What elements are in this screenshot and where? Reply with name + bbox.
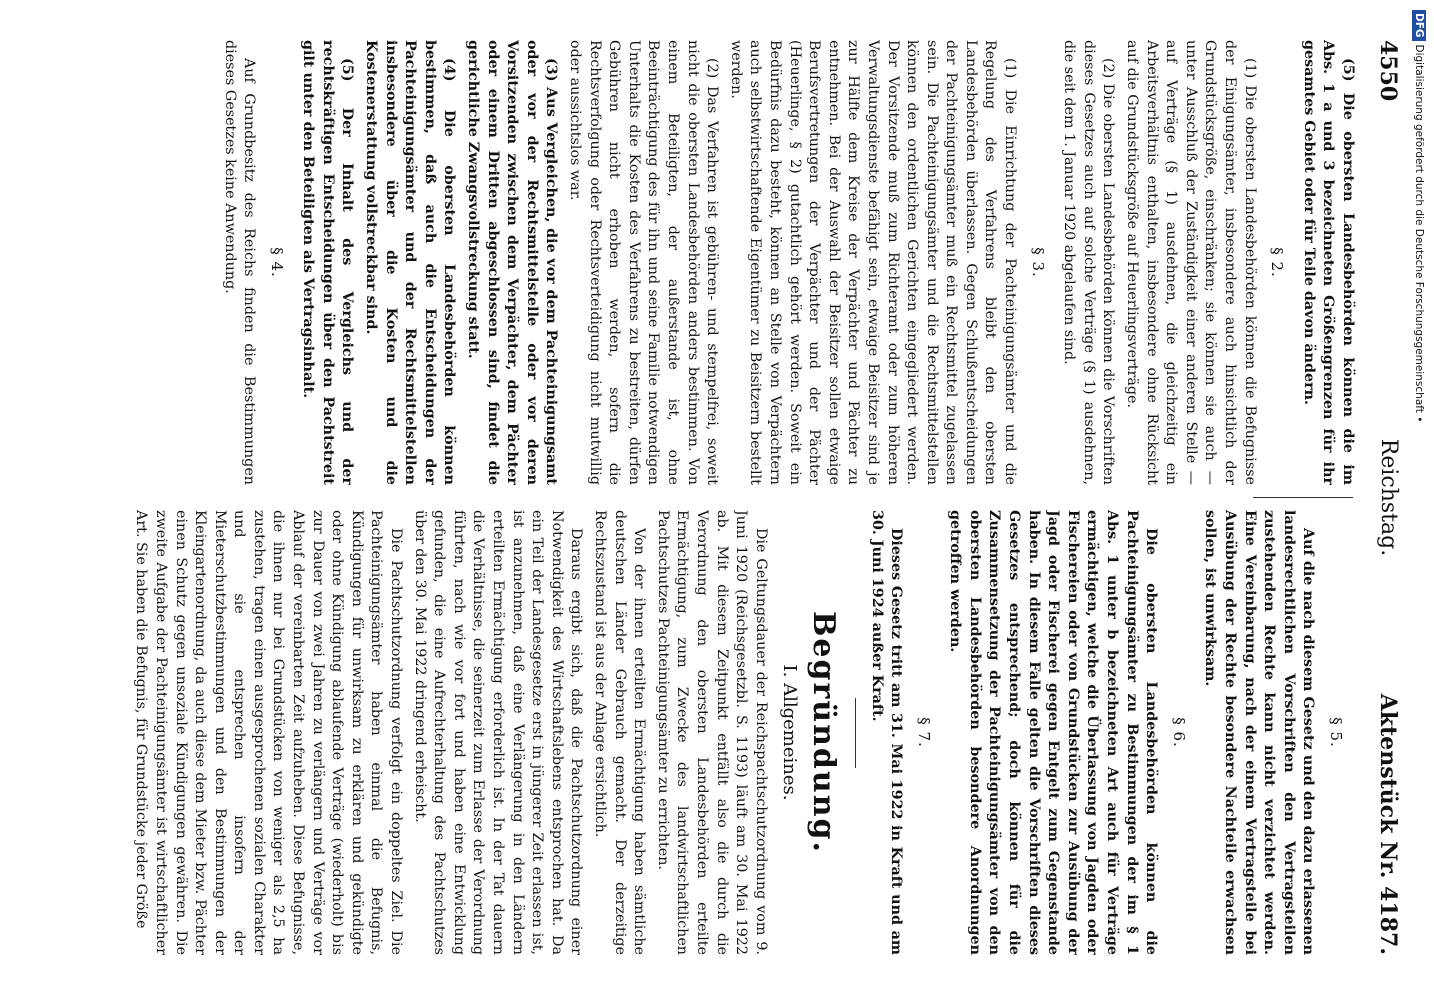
publication-name: Reichstag. (1376, 438, 1401, 557)
section-heading-4: § 4. (267, 247, 286, 278)
section-3-paragraph-5: (5) Der Inhalt des Vergleichs und der rechtskräftigen Entscheidungen über den Pachtstreit gilt unter den Beteiligten als Vertragsinhalt. (300, 40, 356, 485)
begruendung-paragraph-2: Von der ihnen erteilten Ermächtigung haben sämtliche deutschen Länder Gebrauch gemacht. Der derzeitige Rechtszustand ist aus der Anlage ersichtlich. (592, 510, 648, 955)
allgemeines-subheading: I. Allgemeines. (779, 664, 801, 801)
paragraph-5-bold: (5) Die obersten Landesbehörden können die im Abs. 1 a und 3 bezeichneten Größengrenzen für ihr gesamtes Gebiet oder für Teile davon ändern. (1300, 40, 1356, 485)
column-divider (1253, 497, 1353, 498)
section-heading-6: § 6. (1169, 717, 1188, 748)
dfg-sidebar-notice (1412, 10, 1426, 730)
section-4-paragraph-1: Auf Grundbesitz des Reichs finden die Bestimmungen dieses Gesetzes keine Anwendung. (221, 40, 258, 485)
section-3-paragraph-2: (2) Das Verfahren ist gebühren- und stempelfrei, soweit nicht die obersten Landesbehörden anders bestimmen. Von einem Beteiligten, der außerstande ist, ohne Beeinträchtigung des für ihn und seine Familie notwendigen Unterhalts die Kosten des Verfahrens zu bestreiten, dürfen Gebühren nicht erhoben werden, sofern die Rechtsverfolgung oder Rechtsverteidigung nicht mutwillig oder aussichtslos war. (567, 40, 721, 485)
page-header (1365, 40, 1405, 955)
document-page (50, 40, 1405, 955)
begruendung-paragraph-1: Die Geltungsdauer der Reichspachtschutzordnung vom 9. Juni 1920 (Reichsgesetzbl. S. 1193) läuft am 30. Mai 1922 ab. Mit diesem Zeitpunkt entfällt also die durch die Verordnung den obersten Landesbehörden erteilte Ermächtigung, zum Zwecke des landwirtschaftlichen Pachtschutzes Pachteinigungsämter zu errichten. (654, 510, 769, 955)
section-heading-5: § 5. (1327, 717, 1345, 748)
page-number: 4550 (1375, 40, 1401, 102)
section-divider (855, 698, 856, 768)
section-3-paragraph-3: (3) Aus Vergleichen, die vor dem Pachteinigungsamt oder vor der Rechtsmittelstelle oder vor deren Vorsitzenden zwischen dem Verpächter, dem Pächter oder einem Dritten abgeschlossen sind, findet die gerichtliche Zwangsvollstreckung statt. (465, 40, 560, 485)
section-2-paragraph-2: (2) Die obersten Landesbehörden können die Vorschriften dieses Gesetzes auch auf solche Verträge (§ 1) ausdehnen, die seit dem 1. Januar 1920 abgelaufen sind. (1061, 40, 1117, 485)
dfg-logo: DFG (1412, 10, 1426, 41)
section-2-paragraph-1: (1) Die obersten Landesbehörden können die Befugnisse der Einigungsämter, insbesondere auch hinsichtlich der Grundstücksgröße, einschränken; sie können sie auch — unter Ausschluß der Zuständigkeit einer anderen Stelle — auf Verträge (§ 1) ausdehnen, die gleichzeitig ein Arbeitsverhältnis enthalten, insbesondere ohne Rücksicht auf die Grundstücksgröße auf Heuerlingsverträge. (1124, 40, 1258, 485)
dfg-funding-text: Digitalisierung gefördert durch die Deutsche Forschungsgemeinschaft • (1413, 44, 1425, 423)
section-3-paragraph-4: (4) Die obersten Landesbehörden können bestimmen, daß auch die Entscheidungen der Pachteinigungsämter und der Rechtsmittelstellen insbesondere über die Kosten und die Kostenerstattung vollstreckbar sind. (363, 40, 458, 485)
left-column (57, 40, 1357, 485)
section-3-paragraph-1: (1) Die Einrichtung der Pachteinigungsämter und die Regelung des Verfahrens bleibt den obersten Landesbehörden überlassen. Gegen Schlußentscheidungen der Pachteinigungsämter muß ein Rechtsmittel zugelassen sein. Die Pachteinigungsämter und die Rechtsmittelstellen können den ordentlichen Gerichten eingegliedert werden. Der Vorsitzende muß zum Richteramt oder zum höheren Verwaltungsdienste befähigt sein, etwaige Beisitzer sind je zur Hälfte dem Kreise der Verpächter und Pächter zu entnehmen. Bei der Auswahl der Beisitzer sollen etwaige Berufsvertretungen der Verpächter und der Pächter (Heuerlinge, § 2) gutachtlich gehört werden. Soweit ein Bedürfnis dazu besteht, können an Stelle von Verpächtern auch selbstwirtschaftende Eigentümer zu Beisitzern bestellt werden. (727, 40, 1019, 485)
begruendung-paragraph-3: Daraus ergibt sich, daß die Pachtschutzordnung einer Notwendigkeit des Wirtschaftslebens entsprochen hat. Da ein Teil der Landesgesetze erst in jüngerer Zeit erlassen ist, ist anzunehmen, daß eine Verlängerung in den Ländern erteilten Ermächtigung erforderlich ist. In der Tat dauern die Verhältnisse, die seinerzeit zum Erlasse der Verordnung führten, nach wie vor fort und haben eine Entwicklung gefunden, die eine Aufrechterhaltung des Pachtschutzes über den 30. Mai 1922 dringend erheischt. (411, 510, 585, 955)
begruendung-paragraph-4: Die Pachtschutzordnung verfolgt ein doppeltes Ziel. Die Pachteinigungsämter haben einmal die Befugnis, Kündigungen für unwirksam zu erklären und gekündigte oder ohne Kündigung ablaufende Verträge (wiederholt) bis zur Dauer von zwei Jahren zu verlängern und Verträge vor Ablauf der vereinbarten Zeit aufzuheben. Diese Befugnisse, die ihnen nur bei Grundstücken von weniger als 2,5 ha zustehen, tragen einen ausgesprochenen sozialen Charakter und sie entsprechen insofern der Mieterschutzbestimmungen und den Bestimmungen der Kleingartenordnung, da auch diese dem Mieter bzw. Pächter einen Schutz gegen unsoziale Kündigungen gewähren. Die zweite Aufgabe der Pachteinigungsämter ist wirtschaftlicher Art. Sie haben die Befugnis, für Grundstücke jeder Größe (133, 510, 405, 955)
document-number: Aktenstück Nr. 4187. (1375, 693, 1401, 955)
section-5-paragraph-1: Auf die nach diesem Gesetz und den dazu erlassenen landesrechtlichen Vorschriften den Vertragsteilen zustehenden Rechte kann nicht verzichtet werden. Eine Vereinbarung, nach der einem Vertragsteile bei Ausübung der Rechte besondere Nachteile erwachsen sollen, ist unwirksam. (1202, 510, 1317, 955)
begruendung-title: Begründung. (805, 611, 841, 854)
section-heading-7: § 7. (914, 717, 933, 748)
section-heading-3: § 3. (1028, 247, 1047, 278)
right-column (57, 510, 1357, 955)
section-6-paragraph-1: Die obersten Landesbehörden können die Pachteinigungsämter zu Bestimmungen der im § 1 Abs. 1 unter b bezeichneten Art auch für Verträge ermächtigen, welche die Überlassung von Jagden oder Fischereien oder von Grundstücken zur Ausübung der Jagd oder Fischerei gegen Entgelt zum Gegenstande haben. In diesem Falle gelten die Vorschriften dieses Gesetzes entsprechend; doch können für die Zusammensetzung der Pachteinigungsämter von den obersten Landesbehörden besondere Anordnungen getroffen werden. (947, 510, 1160, 955)
section-7-paragraph-1: Dieses Gesetz tritt am 31. Mai 1922 in Kraft und am 30. Juni 1924 außer Kraft. (868, 510, 905, 955)
section-heading-2: § 2. (1268, 247, 1287, 278)
